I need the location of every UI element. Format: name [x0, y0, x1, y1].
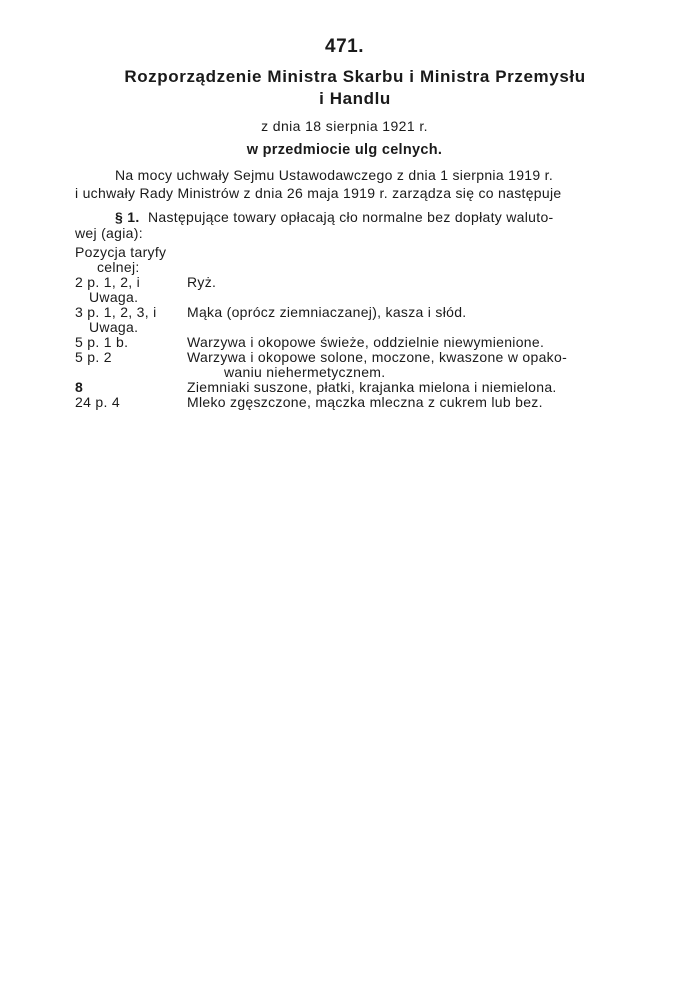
- position-line: Uwaga.: [89, 319, 139, 335]
- section-paragraph: [75, 209, 635, 241]
- position-line: 2 p. 1, 2, i: [75, 274, 141, 290]
- goods-description: [187, 395, 635, 410]
- section-line: wej (agia):: [75, 225, 143, 241]
- section-line: [75, 209, 635, 225]
- position-line: 8: [75, 379, 84, 395]
- table-row: [75, 395, 635, 410]
- position-line: Uwaga.: [89, 289, 139, 305]
- position-line: 5 p. 2: [75, 349, 112, 365]
- description-line: Warzywa i okopowe świeże, oddzielnie niewymienione.: [187, 334, 545, 350]
- tariff-position: [75, 335, 187, 350]
- position-line: 3 p. 1, 2, 3, i: [75, 304, 157, 320]
- goods-description: [187, 305, 635, 320]
- section-text: Następujące towary opłacają cło normalne bez dopłaty waluto-: [147, 209, 554, 225]
- position-line: 24 p. 4: [75, 394, 120, 410]
- description-line: Ziemniaki suszone, płatki, krajanka mielona i niemielona.: [187, 379, 557, 395]
- tariff-position: [75, 395, 187, 410]
- intro-line: [75, 184, 635, 202]
- table-header-line: Pozycja taryfy: [75, 244, 167, 260]
- title-line: Rozporządzenie Ministra Skarbu i Ministra Przemysłu: [124, 67, 586, 86]
- tariff-table: [75, 245, 635, 410]
- table-header-line: celnej:: [97, 259, 140, 275]
- description-line: waniu niehermetycznem.: [224, 364, 386, 380]
- tariff-position: [75, 305, 187, 335]
- document-date: z dnia 18 sierpnia 1921 r.: [261, 118, 428, 134]
- document-subject: w przedmiocie ulg celnych.: [246, 142, 443, 158]
- document-title: [60, 66, 650, 110]
- title-line: i Handlu: [319, 89, 391, 108]
- goods-description: [187, 350, 635, 380]
- tariff-position: [75, 380, 187, 395]
- intro-line-text: i uchwały Rady Ministrów z dnia 26 maja 1919 r. zarządza się co następuje: [75, 185, 562, 201]
- table-row: [75, 350, 635, 380]
- description-line: Warzywa i okopowe solone, moczone, kwaszone w opako-: [187, 349, 568, 365]
- tariff-position: [75, 275, 187, 305]
- intro-paragraph: [75, 166, 635, 202]
- intro-line-text: Na mocy uchwały Sejmu Ustawodawczego z dnia 1 sierpnia 1919 r.: [115, 167, 554, 183]
- table-header: [75, 245, 635, 275]
- position-line: 5 p. 1 b.: [75, 334, 129, 350]
- goods-description: [187, 380, 635, 395]
- intro-line: [75, 166, 635, 184]
- tariff-position: [75, 350, 187, 365]
- table-row: [75, 335, 635, 350]
- section-mark: § 1.: [115, 209, 140, 225]
- table-row: [75, 275, 635, 305]
- table-row: [75, 305, 635, 335]
- description-line: Mleko zgęszczone, mączka mleczna z cukrem lub bez.: [187, 394, 543, 410]
- description-line: Ryż.: [187, 274, 217, 290]
- act-number: 471.: [325, 36, 364, 57]
- description-line: Mąka (oprócz ziemniaczanej), kasza i słód.: [187, 304, 467, 320]
- goods-description: [187, 335, 635, 350]
- table-row: [75, 380, 635, 395]
- goods-description: [187, 275, 635, 290]
